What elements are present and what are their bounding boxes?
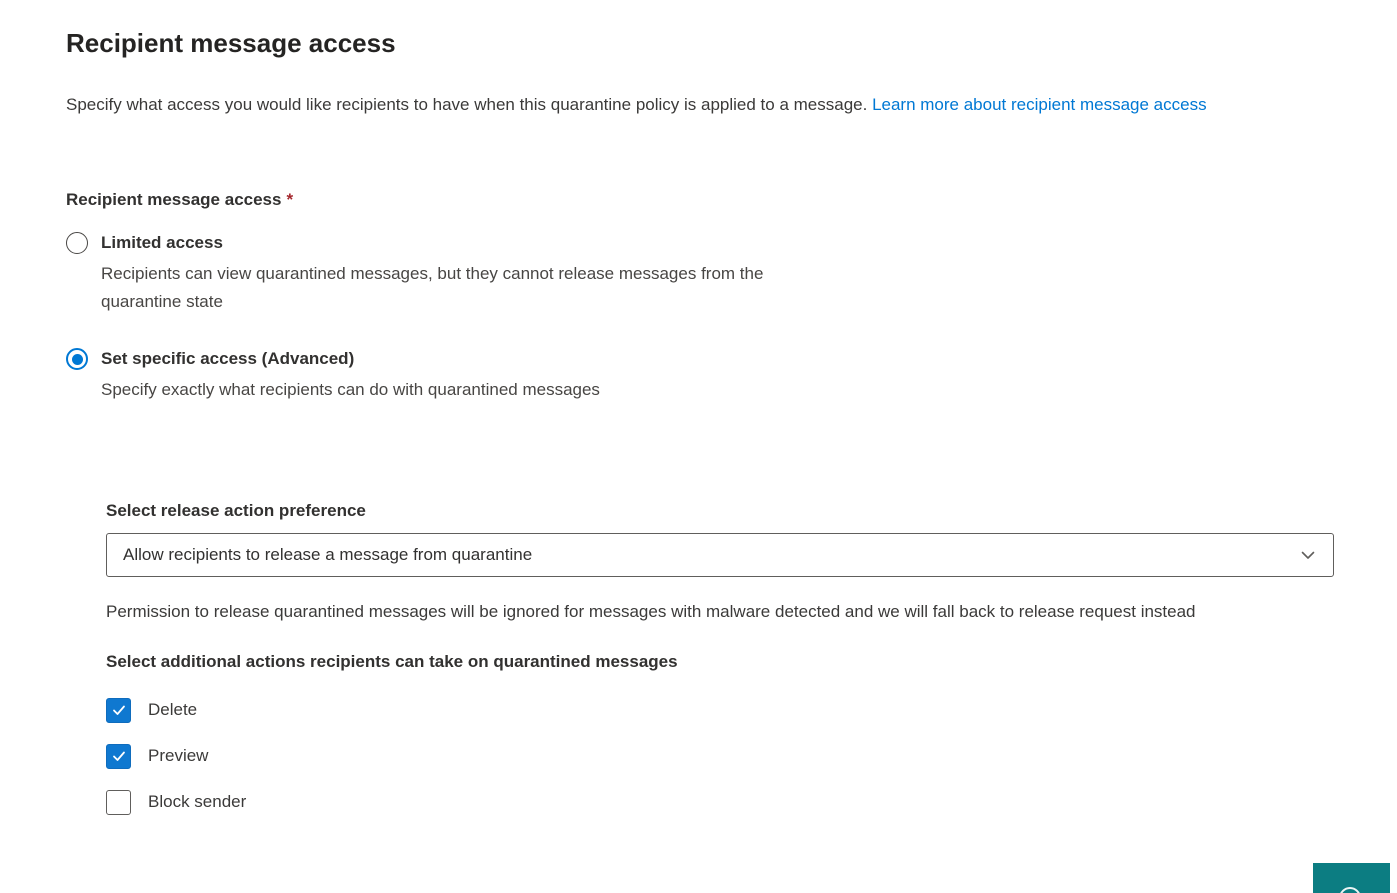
checkbox-unchecked-icon[interactable] [106,790,131,815]
checkbox-checked-icon[interactable] [106,698,131,723]
advanced-access-section [106,500,1331,815]
checkbox-row-preview[interactable] [106,743,1331,769]
page-title: Recipient message access [66,28,396,58]
checkmark-icon [111,748,127,764]
checkbox-row-block-sender[interactable] [106,789,1331,815]
additional-actions-label: Select additional actions recipients can take on quarantined messages [106,652,678,671]
recipient-access-label-text: Recipient message access [66,190,282,209]
radio-label-limited-access: Limited access [101,233,223,252]
radio-label-set-specific-access: Set specific access (Advanced) [101,349,355,368]
release-preference-note: Permission to release quarantined messages will be ignored for messages with malware detected and we will fall back to release request instead [106,602,1196,621]
feedback-smiley-icon [1339,887,1361,893]
checkmark-icon [111,702,127,718]
release-preference-selected-value: Allow recipients to release a message from quarantine [123,545,533,564]
checkbox-label-preview: Preview [148,746,209,765]
page-description-text: Specify what access you would like recipients to have when this quarantine policy is applied to a message. [66,95,873,114]
radio-selected-icon[interactable] [66,348,88,370]
checkbox-label-block-sender: Block sender [148,792,247,811]
radio-option-limited-access[interactable] [66,232,1331,316]
radio-description-limited-access: Recipients can view quarantined messages, but they cannot release messages from the quarantine state [101,264,764,311]
checkbox-checked-icon[interactable] [106,744,131,769]
radio-option-set-specific-access-text [101,348,600,404]
checkbox-label-delete: Delete [148,700,198,719]
chevron-down-icon [1299,546,1317,564]
required-asterisk: * [286,190,294,209]
radio-option-set-specific-access[interactable] [66,348,1331,404]
page-description [66,91,1331,119]
radio-option-limited-access-text [101,232,836,316]
release-preference-label: Select release action preference [106,501,366,520]
additional-actions-checkbox-list [106,697,1331,815]
feedback-button[interactable] [1313,863,1390,893]
radio-description-set-specific-access: Specify exactly what recipients can do with quarantined messages [101,380,600,399]
learn-more-link[interactable]: Learn more about recipient message access [872,95,1207,114]
checkbox-row-delete[interactable] [106,697,1331,723]
release-preference-dropdown[interactable] [106,533,1334,577]
recipient-access-field-label [66,189,1331,211]
radio-unselected-icon[interactable] [66,232,88,254]
